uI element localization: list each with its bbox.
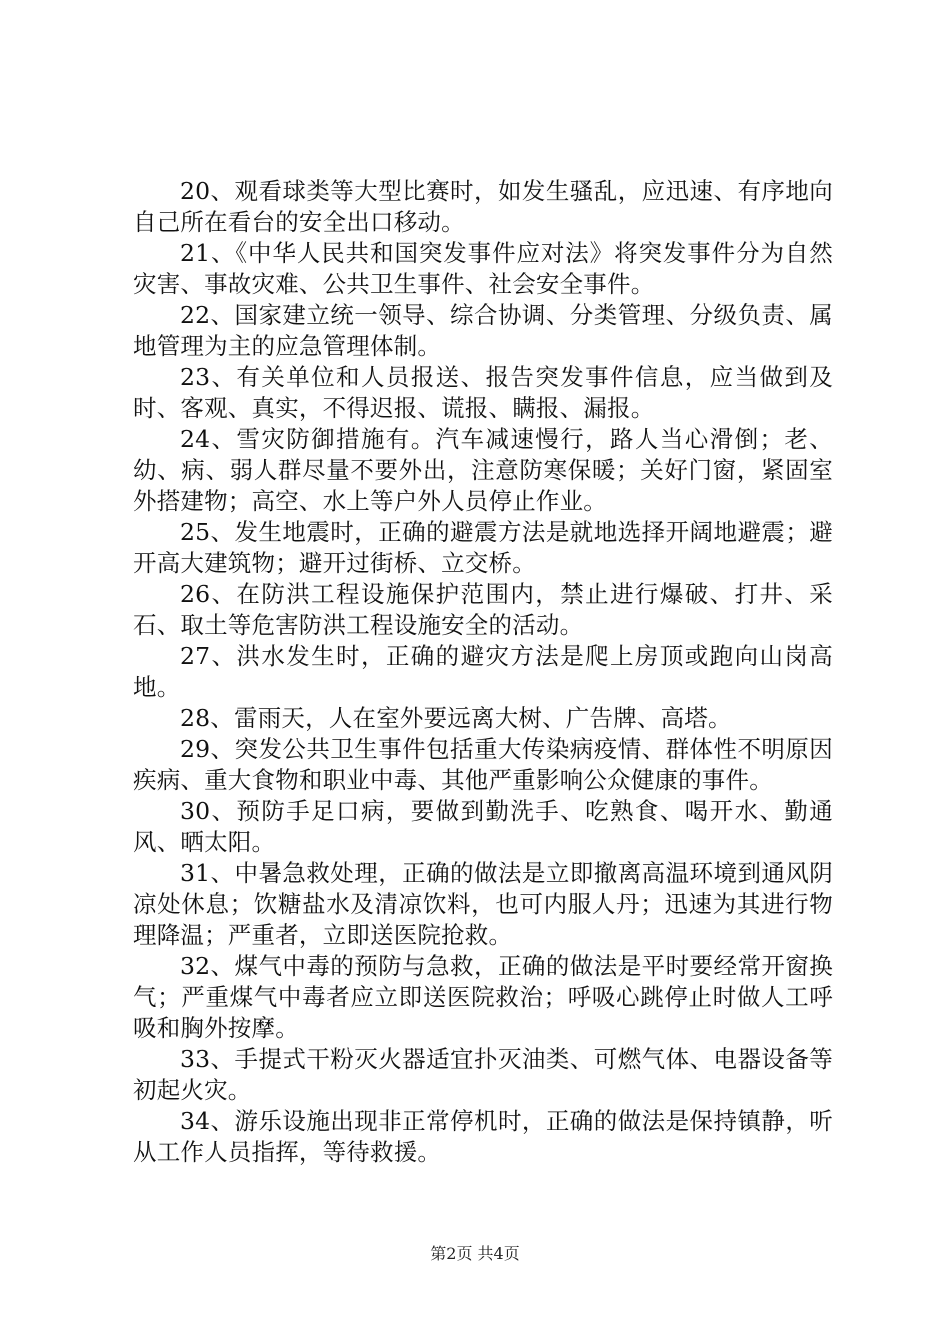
paragraph-34: 34、游乐设施出现非正常停机时，正确的做法是保持镇静，听从工作人员指挥，等待救援。 [133, 1107, 833, 1166]
paragraph-30: 30、预防手足口病，要做到勤洗手、吃熟食、喝开水、勤通风、晒太阳。 [133, 797, 833, 856]
paragraph-28: 28、雷雨天，人在室外要远离大树、广告牌、高塔。 [180, 704, 732, 732]
page-footer: 第2页 共4页 [430, 1244, 520, 1263]
paragraph-22: 22、国家建立统一领导、综合协调、分类管理、分级负责、属地管理为主的应急管理体制。 [133, 301, 833, 360]
paragraph-21: 21、《中华人民共和国突发事件应对法》将突发事件分为自然灾害、事故灾难、公共卫生事件、社会安全事件。 [133, 239, 833, 298]
paragraph-27: 27、洪水发生时，正确的避灾方法是爬上房顶或跑向山岗高地。 [133, 642, 833, 701]
paragraph-20: 20、观看球类等大型比赛时，如发生骚乱，应迅速、有序地向自己所在看台的安全出口移动。 [133, 177, 833, 236]
paragraph-24: 24、雪灾防御措施有。汽车减速慢行，路人当心滑倒；老、幼、病、弱人群尽量不要外出，注意防寒保暖；关好门窗，紧固室外搭建物；高空、水上等户外人员停止作业。 [133, 425, 833, 515]
paragraph-31: 31、中暑急救处理，正确的做法是立即撤离高温环境到通风阴凉处休息；饮糖盐水及清凉饮料，也可内服人丹；迅速为其进行物理降温；严重者，立即送医院抢救。 [133, 859, 833, 949]
document-body [133, 176, 833, 1168]
paragraph-23: 23、有关单位和人员报送、报告突发事件信息，应当做到及时、客观、真实，不得迟报、谎报、瞒报、漏报。 [133, 363, 833, 422]
paragraph-25: 25、发生地震时，正确的避震方法是就地选择开阔地避震；避开高大建筑物；避开过街桥、立交桥。 [133, 518, 833, 577]
paragraph-32: 32、煤气中毒的预防与急救，正确的做法是平时要经常开窗换气；严重煤气中毒者应立即送医院救治；呼吸心跳停止时做人工呼吸和胸外按摩。 [133, 952, 833, 1042]
paragraph-33: 33、手提式干粉灭火器适宜扑灭油类、可燃气体、电器设备等初起火灾。 [133, 1045, 833, 1104]
paragraph-26: 26、在防洪工程设施保护范围内，禁止进行爆破、打井、采石、取土等危害防洪工程设施安全的活动。 [133, 580, 833, 639]
paragraph-29: 29、突发公共卫生事件包括重大传染病疫情、群体性不明原因疾病、重大食物和职业中毒、其他严重影响公众健康的事件。 [133, 735, 833, 794]
